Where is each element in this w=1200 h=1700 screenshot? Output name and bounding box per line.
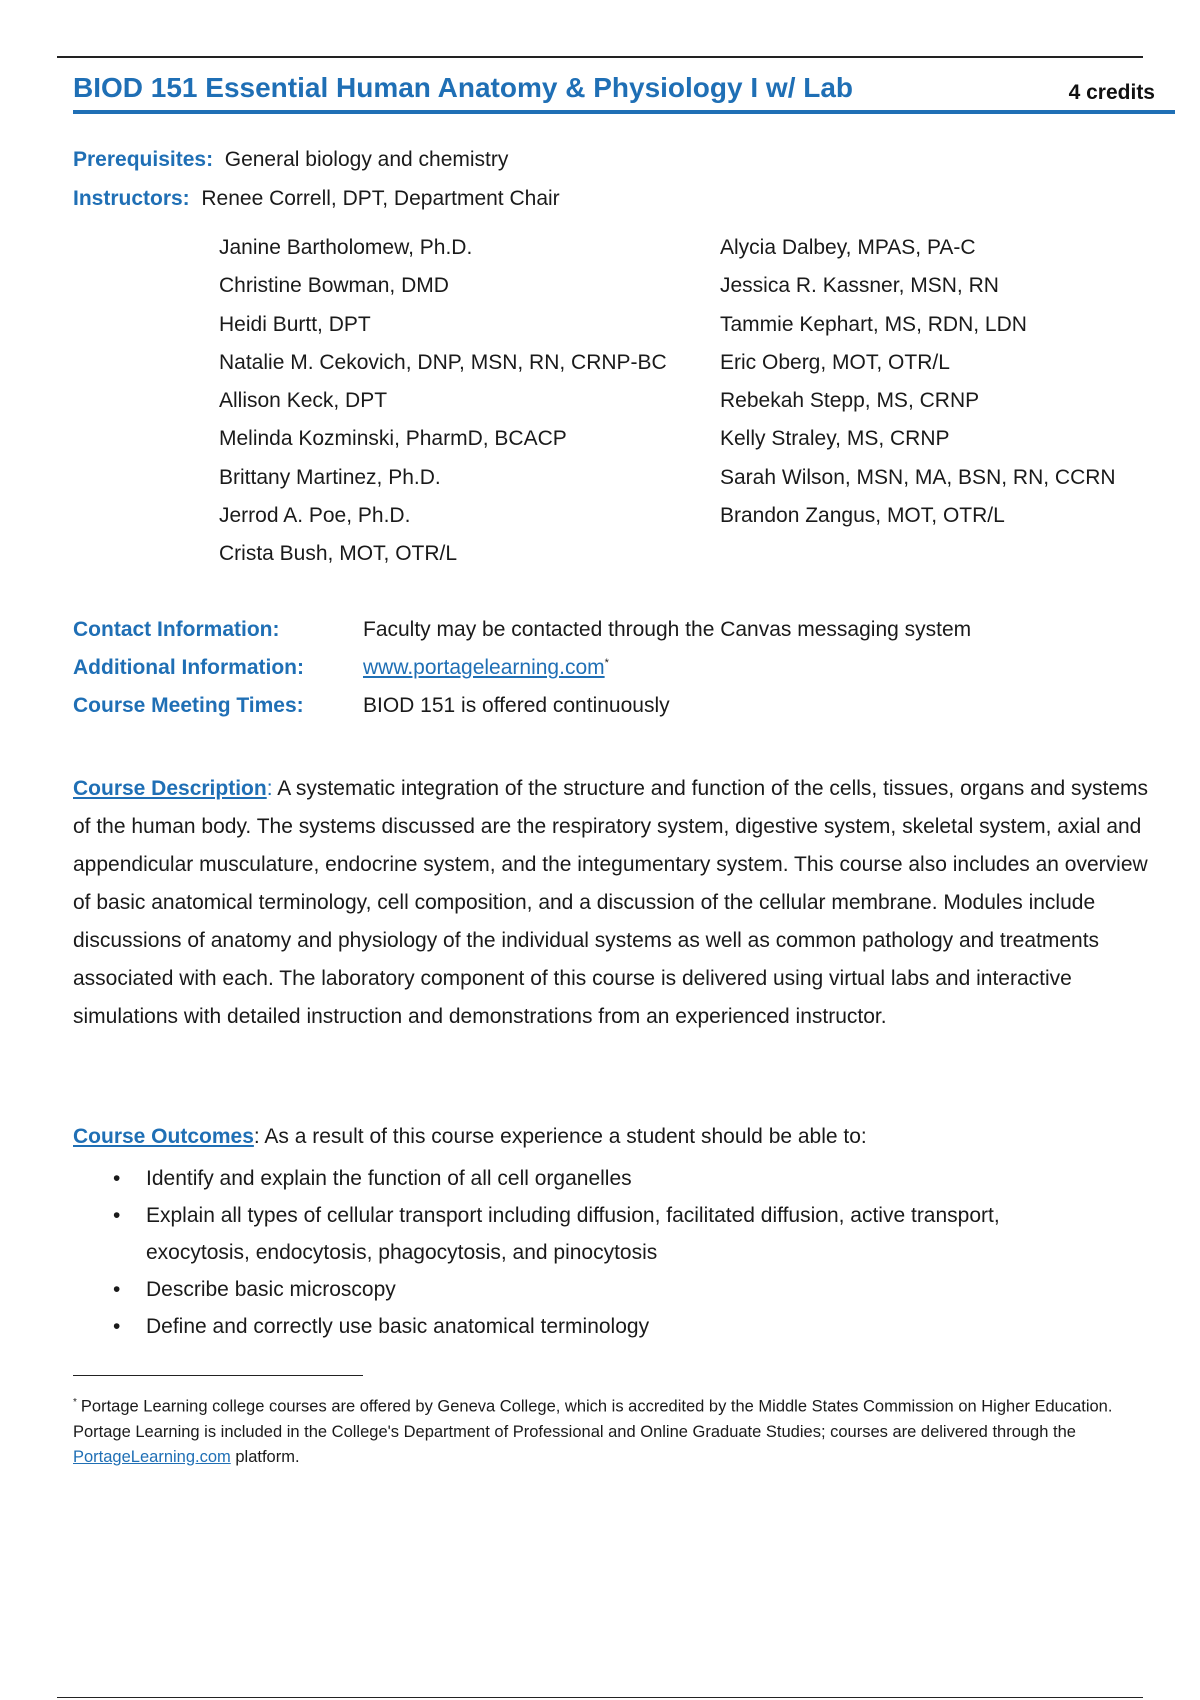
instructor-name: Tammie Kephart, MS, RDN, LDN [720, 312, 1027, 336]
list-item [73, 1308, 1073, 1345]
instructor-name: Melinda Kozminski, PharmD, BCACP [219, 427, 567, 451]
footnote-text-end: platform. [230, 1447, 300, 1466]
prerequisites-label: Prerequisites: [73, 148, 214, 171]
additional-info-label: Additional Information: [73, 656, 304, 679]
course-outcomes-heading[interactable]: Course Outcomes [73, 1125, 254, 1148]
top-rule [57, 56, 1143, 58]
bullet-icon: • [113, 1315, 121, 1338]
footnote-marker: * [604, 657, 609, 669]
bottom-rule [57, 1697, 1143, 1698]
portage-platform-link[interactable]: PortageLearning.com [73, 1447, 231, 1466]
course-description-heading[interactable]: Course Description [73, 777, 267, 800]
course-header [73, 70, 1175, 114]
prerequisites-row [73, 148, 508, 172]
instructors-right-column [720, 236, 1116, 542]
bullet-icon: • [113, 1167, 121, 1190]
list-item [73, 1197, 1073, 1271]
course-description-text: A systematic integration of the structure and function of the cells, tissues, organs and systems of the human body. The systems discussed are the respiratory system, digestive system, skeletal system, axial and appendicular musculature, endocrine system, and the integumentary system. This course also includes an overview of basic anatomical terminology, cell composition, and a discussion of the cellular membrane. Modules include discussions of anatomy and physiology of the individual systems as well as common pathology and treatments associated with each. The laboratory component of this course is delivered using virtual labs and interactive simulations with detailed instruction and demonstrations from an experienced instructor. [73, 777, 1149, 1028]
contact-info-label: Contact Information: [73, 618, 280, 641]
list-item [73, 1160, 1073, 1197]
instructor-name: Heidi Burtt, DPT [219, 312, 371, 336]
instructor-name: Brittany Martinez, Ph.D. [219, 465, 441, 489]
instructor-name: Jerrod A. Poe, Ph.D. [219, 504, 411, 528]
course-outcomes-list [73, 1160, 1073, 1345]
instructor-name: Crista Bush, MOT, OTR/L [219, 542, 458, 566]
bullet-icon: • [113, 1278, 121, 1301]
course-outcomes-intro [73, 1125, 867, 1149]
outcome-text: Describe basic microscopy [146, 1278, 396, 1301]
outcome-text: Define and correctly use basic anatomical terminology [146, 1315, 650, 1338]
instructor-name: Natalie M. Cekovich, DNP, MSN, RN, CRNP-BC [219, 350, 667, 374]
instructor-name: Eric Oberg, MOT, OTR/L [720, 350, 950, 374]
instructor-name: Janine Bartholomew, Ph.D. [219, 236, 473, 259]
outcome-text: Identify and explain the function of all cell organelles [146, 1167, 632, 1190]
instructors-left-column [219, 236, 667, 581]
footnote-divider [73, 1375, 363, 1376]
meeting-times-label: Course Meeting Times: [73, 694, 304, 717]
instructor-name: Rebekah Stepp, MS, CRNP [720, 389, 980, 413]
instructor-name: Jessica R. Kassner, MSN, RN [720, 274, 999, 298]
course-description [73, 770, 1163, 1036]
footnote [73, 1390, 1153, 1470]
footnote-text: Portage Learning college courses are offered by Geneva College, which is accredited by the Middle States Commission on Higher Education. Portage Learning is included in the College's Department of Professional and Online Graduate Studies; courses are delivered through the [73, 1397, 1113, 1441]
additional-info-value [363, 656, 609, 680]
course-title: BIOD 151 Essential Human Anatomy & Physiology I w/ Lab [73, 72, 854, 103]
instructors-row [73, 187, 560, 211]
portage-website-link[interactable]: www.portagelearning.com [363, 656, 605, 679]
prerequisites-value: General biology and chemistry [224, 148, 509, 171]
contact-info-value: Faculty may be contacted through the Canvas messaging system [363, 618, 972, 641]
course-outcomes-intro-text: : As a result of this course experience a student should be able to: [253, 1125, 867, 1148]
footnote-mark: * [73, 1397, 77, 1408]
list-item [73, 1271, 1073, 1308]
instructor-name: Alycia Dalbey, MPAS, PA-C [720, 236, 976, 259]
instructor-name: Allison Keck, DPT [219, 389, 388, 413]
outcome-text: Explain all types of cellular transport including diffusion, facilitated diffusion, active transport, exocytosis, endocytosis, phagocytosis, and pinocytosis [146, 1204, 1000, 1264]
instructor-name: Kelly Straley, MS, CRNP [720, 427, 950, 451]
bullet-icon: • [113, 1204, 121, 1227]
course-credits: 4 credits [1068, 81, 1155, 104]
instructor-name: Christine Bowman, DMD [219, 274, 449, 298]
instructors-label: Instructors: [73, 187, 190, 210]
meeting-times-value: BIOD 151 is offered continuously [363, 694, 670, 717]
course-description-colon: : [266, 777, 273, 800]
instructor-name: Sarah Wilson, MSN, MA, BSN, RN, CCRN [720, 465, 1116, 489]
instructors-lead: Renee Correll, DPT, Department Chair [201, 187, 560, 210]
instructor-name: Brandon Zangus, MOT, OTR/L [720, 504, 1005, 528]
